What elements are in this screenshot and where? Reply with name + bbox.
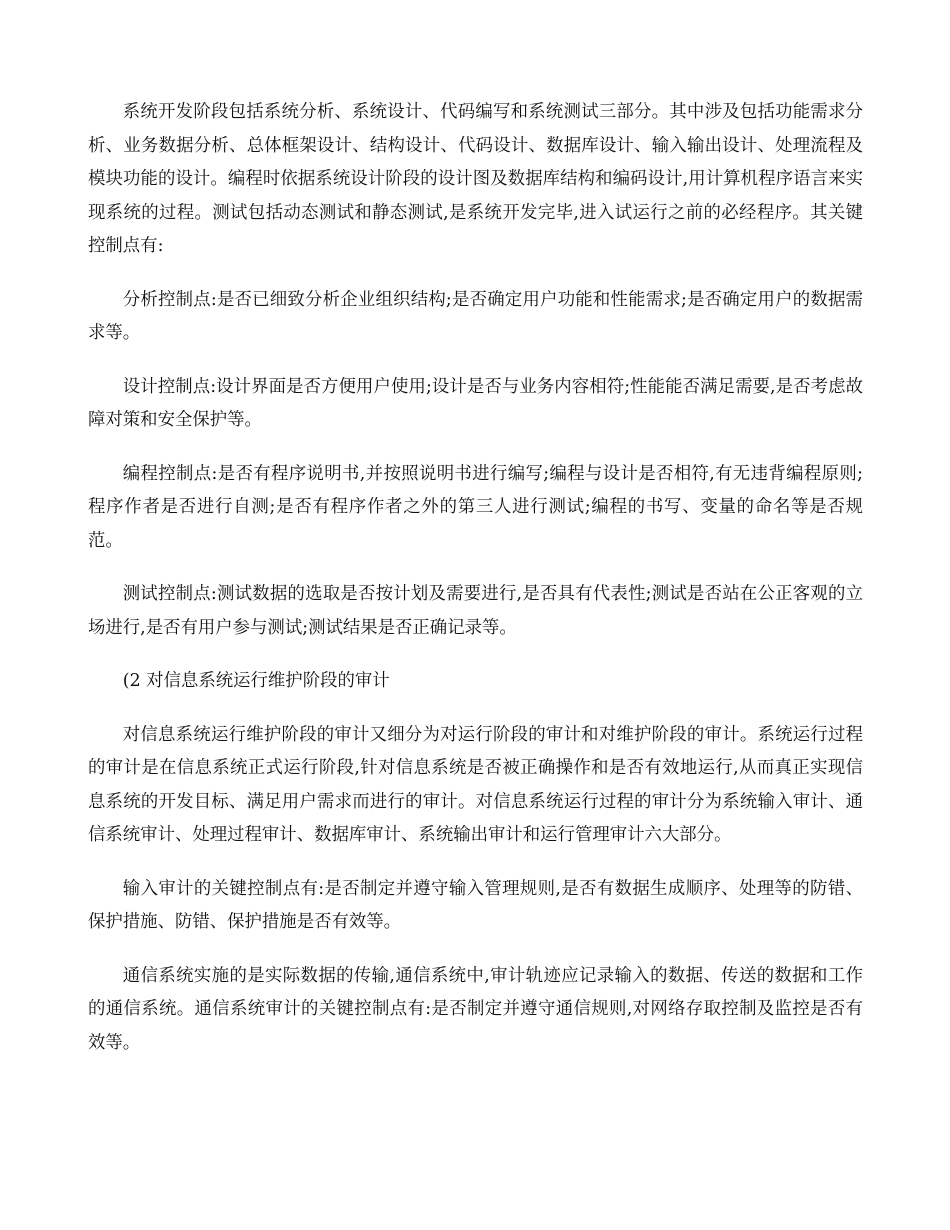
- paragraph-communication-audit: 通信系统实施的是实际数据的传输,通信系统中,审计轨迹应记录输入的数据、传送的数据和工作的通信系统。通信系统审计的关键控制点有:是否制定并遵守通信规则,对网络存取控制及监控是否有效等。: [88, 965, 863, 1053]
- paragraph-development-stage: 系统开发阶段包括系统分析、系统设计、代码编写和系统测试三部分。其中涉及包括功能需求分析、业务数据分析、总体框架设计、结构设计、代码设计、数据库设计、输入输出设计、处理流程及模块功能的设计。编程时依据系统设计阶段的设计图及数据库结构和编码设计,用计算机程序语言来实现系统的过程。测试包括动态测试和静态测试,是系统开发完毕,进入试运行之前的必经程序。其关键控制点有:: [88, 102, 863, 256]
- paragraph-programming-control: 编程控制点:是否有程序说明书,并按照说明书进行编写;编程与设计是否相符,有无违背编程原则;程序作者是否进行自测;是否有程序作者之外的第三人进行测试;编程的书写、变量的命名等是否规范。: [88, 463, 863, 551]
- paragraph-testing-control: 测试控制点:测试数据的选取是否按计划及需要进行,是否具有代表性;测试是否站在公正客观的立场进行,是否有用户参与测试;测试结果是否正确记录等。: [88, 584, 863, 638]
- paragraph-input-audit: 输入审计的关键控制点有:是否制定并遵守输入管理规则,是否有数据生成顺序、处理等的防错、保护措施、防错、保护措施是否有效等。: [88, 878, 863, 932]
- paragraph-operation-audit: 对信息系统运行维护阶段的审计又细分为对运行阶段的审计和对维护阶段的审计。系统运行过程的审计是在信息系统正式运行阶段,针对信息系统是否被正确操作和是否有效地运行,从而真正实现信息系统的开发目标、满足用户需求而进行的审计。对信息系统运行过程的审计分为系统输入审计、通信系统审计、处理过程审计、数据库审计、系统输出审计和运行管理审计六大部分。: [88, 724, 863, 845]
- paragraph-design-control: 设计控制点:设计界面是否方便用户使用;设计是否与业务内容相符;性能能否满足需要,是否考虑故障对策和安全保护等。: [88, 376, 863, 430]
- paragraph-analysis-control: 分析控制点:是否已细致分析企业组织结构;是否确定用户功能和性能需求;是否确定用户的数据需求等。: [88, 289, 863, 343]
- section-heading-operation-maintenance: (2 对信息系统运行维护阶段的审计: [122, 671, 390, 691]
- document-page: [88, 96, 863, 1080]
